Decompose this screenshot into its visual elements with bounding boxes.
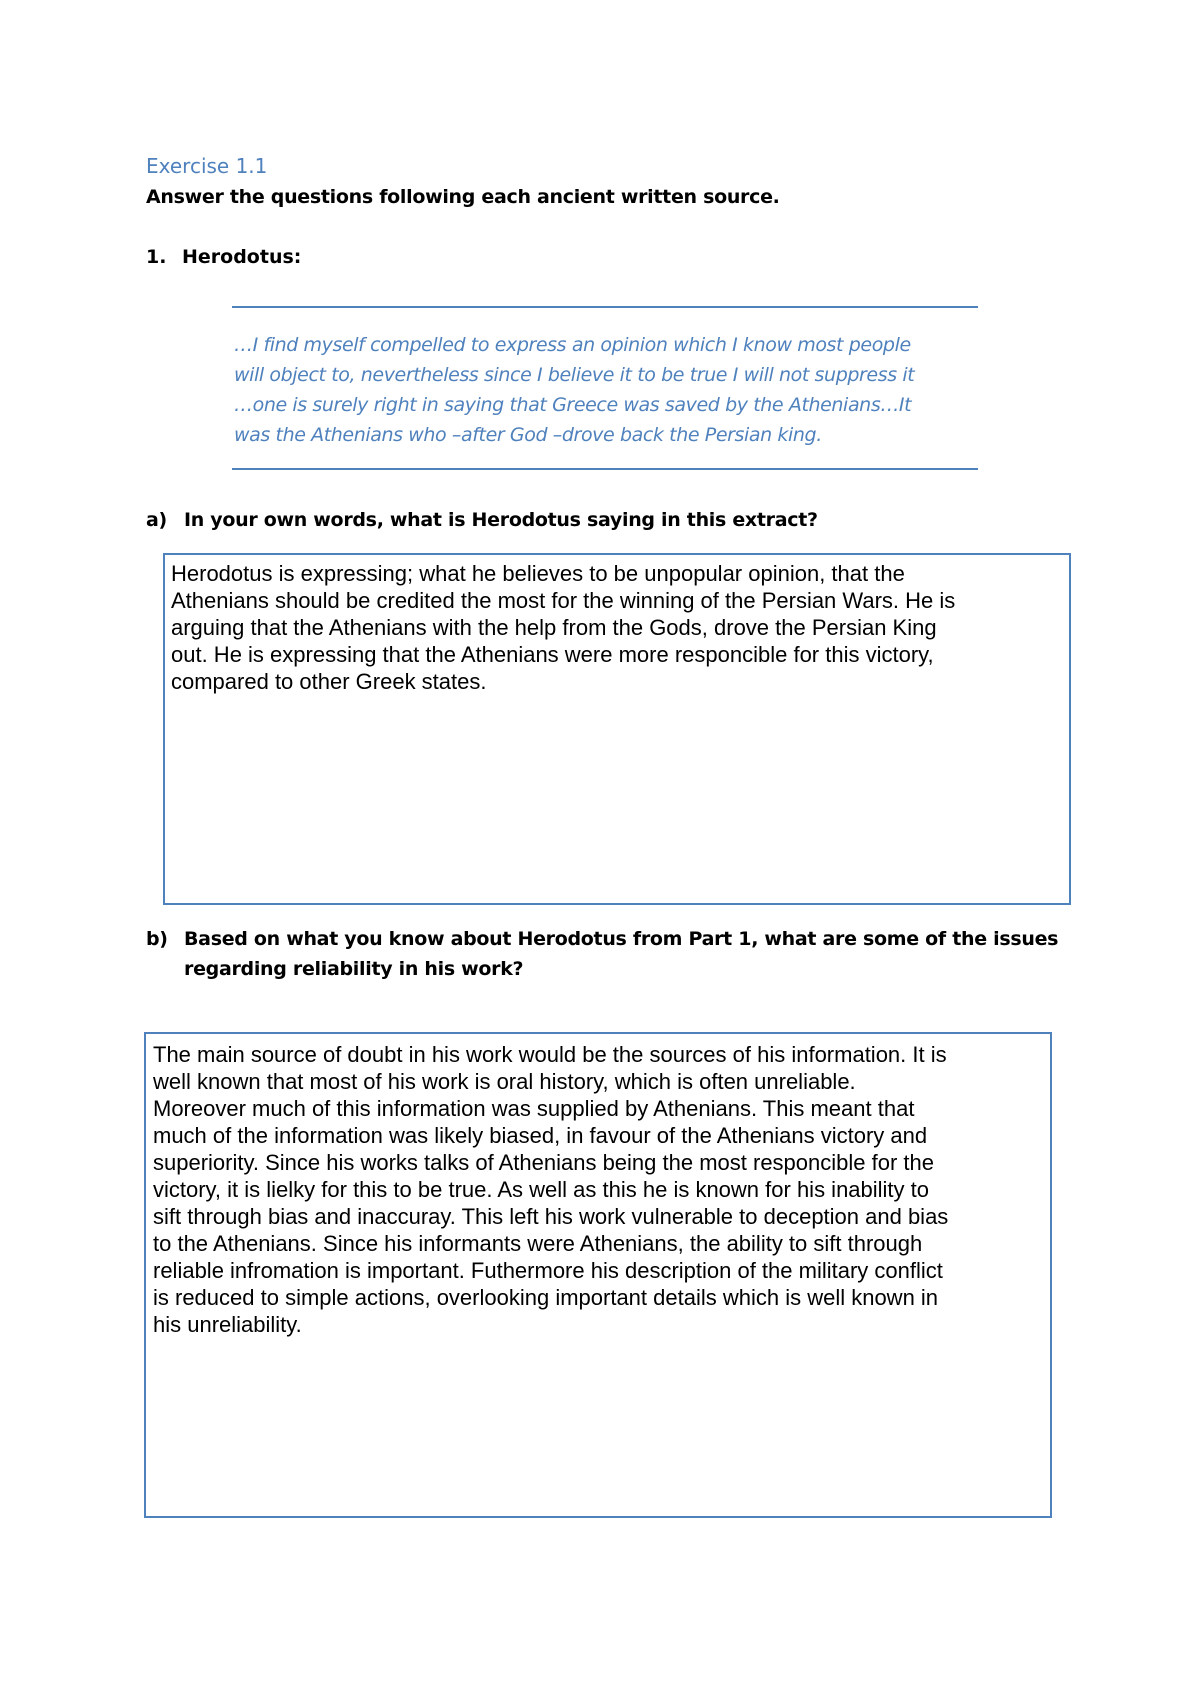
answer-a-line: Herodotus is expressing; what he believes to be unpopular opinion, that the (171, 561, 905, 586)
answer-b-line: reliable infromation is important. Futhermore his description of the military conflict (153, 1258, 943, 1283)
exercise-instruction: Answer the questions following each ancient written source. (146, 186, 780, 208)
answer-b-line: victory, it is lielky for this to be true. As well as this he is known for his inability to (153, 1177, 930, 1202)
question-a-text: In your own words, what is Herodotus saying in this extract? (184, 509, 818, 531)
answer-b-box[interactable] (144, 1032, 1052, 1518)
quote-line: …one is surely right in saying that Greece was saved by the Athenians…It (234, 394, 912, 416)
answer-b-line: superiority. Since his works talks of Athenians being the most responcible for the (153, 1150, 934, 1175)
question-b-label: b) (146, 928, 168, 950)
answer-b-line: well known that most of his work is oral history, which is often unreliable. (153, 1069, 856, 1094)
answer-b-text (146, 1034, 1050, 1338)
source-title: Herodotus: (182, 246, 302, 268)
answer-b-line: much of the information was likely biased, in favour of the Athenians victory and (153, 1123, 928, 1148)
answer-b-line: Moreover much of this information was supplied by Athenians. This meant that (153, 1096, 915, 1121)
quote-top-rule (232, 306, 978, 308)
quote-line: …I find myself compelled to express an opinion which I know most people (234, 334, 911, 356)
answer-a-line: Athenians should be credited the most for the winning of the Persian Wars. He is (171, 588, 956, 613)
question-b-line: regarding reliability in his work? (184, 958, 524, 980)
source-number: 1. (146, 246, 167, 268)
question-b-line: Based on what you know about Herodotus from Part 1, what are some of the issues (184, 928, 1059, 950)
answer-b-line: is reduced to simple actions, overlooking important details which is well known in (153, 1285, 939, 1310)
answer-b-line: The main source of doubt in his work would be the sources of his information. It is (153, 1042, 947, 1067)
answer-a-box[interactable] (163, 553, 1071, 905)
answer-b-line: his unreliability. (153, 1312, 302, 1337)
quote-line: was the Athenians who –after God –drove back the Persian king. (234, 424, 822, 446)
answer-b-line: to the Athenians. Since his informants were Athenians, the ability to sift through (153, 1231, 923, 1256)
question-a (146, 505, 1046, 535)
source-heading (146, 246, 301, 268)
answer-a-line: out. He is expressing that the Athenians were more responcible for this victory, (171, 642, 934, 667)
exercise-title: Exercise 1.1 (146, 154, 268, 178)
answer-a-text (165, 555, 1069, 695)
answer-b-line: sift through bias and inaccuray. This left his work vulnerable to deception and bias (153, 1204, 949, 1229)
quote-line: will object to, nevertheless since I believe it to be true I will not suppress it (234, 364, 915, 386)
question-a-label: a) (146, 509, 167, 531)
answer-a-line: compared to other Greek states. (171, 669, 487, 694)
source-quote (234, 330, 978, 450)
question-b (146, 924, 1059, 984)
quote-bottom-rule (232, 468, 978, 470)
answer-a-line: arguing that the Athenians with the help from the Gods, drove the Persian King (171, 615, 937, 640)
